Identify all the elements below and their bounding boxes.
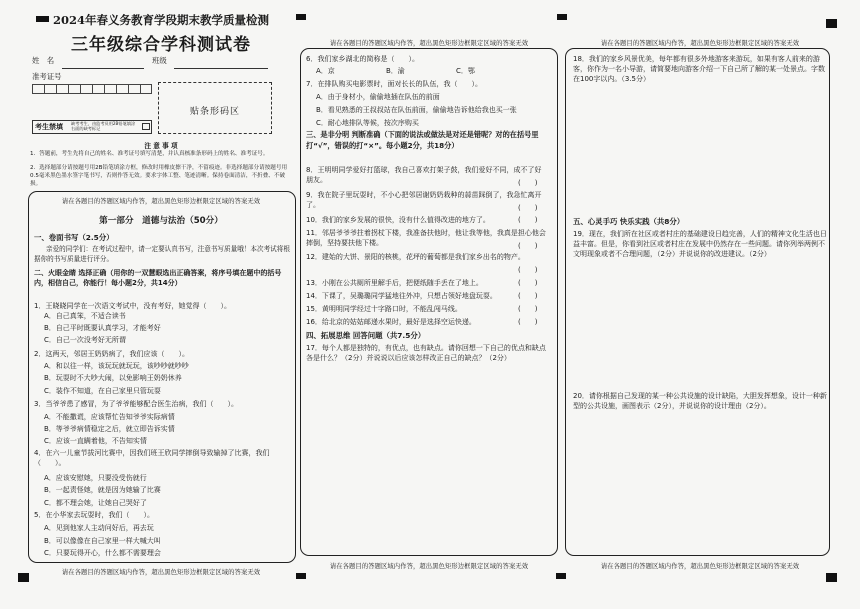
judge-13: 13．小刚在公共厕所里解手后，把便纸随手丢在了地上。 <box>306 279 483 287</box>
question-19: 19．现在，我们所在社区或者村庄的基础建设日趋完善，人们的精神文化生活也日益丰富。但是，你看到社区或者村庄在发展中仍然存在一些问题。请你列举两例不文明现象或者不合理问题，（2分）并说说你的改进建议。（2分） <box>573 230 827 259</box>
option-2a[interactable]: A．和以往一样，该玩玩就玩玩，该吵吵就吵吵 <box>44 362 189 370</box>
judge-16: 16．给北京的姑姑邮递水果时，最好是选择空运快递。 <box>306 318 476 326</box>
question-6: 6．我们家乡湖北的简称是（ ）。 <box>306 55 419 63</box>
sec5-title: 五、心灵手巧 快乐实践（共8分） <box>573 217 685 226</box>
question-17: 17．每个人都是独特的，有优点，也有缺点。请你回想一下自己的优点和缺点各是什么？（2分）并说说以后应该怎样改正自己的缺点？（2分） <box>306 344 546 363</box>
name-label: 姓 名 <box>32 56 55 65</box>
option-4b[interactable]: B．一起责怪她，就是因为她输了比赛 <box>44 486 161 494</box>
sec1-text: 亲爱的同学们：在考试过程中，请一定要认真书写，注意书写质量哦！本次考试将根据你的书写质量进行评分。 <box>34 245 290 264</box>
frame-warning-bottom: 请在各题目的答题区域内作答，超出黑色矩形边框限定区域的答案无效 <box>61 569 261 576</box>
answer-area-17[interactable] <box>306 370 550 550</box>
judge-14: 14．下课了，吴璐璐同学猛地往外冲，只想占领好地盘玩耍。 <box>306 292 497 300</box>
sec4-title: 四、拓展思维 回答问题（共7.5分） <box>306 331 426 340</box>
option-5b[interactable]: B．可以像像在自己家里一样大喊大叫 <box>44 537 161 545</box>
part1-title: 第一部分 道德与法治（50分） <box>99 216 223 226</box>
question-20: 20．请你根据自己发现的某一种公共设施的设计缺陷，大胆发挥想象，设计一种新型的公共设施，画图表示（2分），并说说你的设计理由（2分）。 <box>573 392 827 411</box>
notes-title: 注 意 事 项 <box>144 142 178 150</box>
answer-bracket-11[interactable]: ( ) <box>518 242 538 250</box>
answer-area-18[interactable] <box>573 92 827 210</box>
option-3c[interactable]: C．应该一直瞒着他，不告知实情 <box>44 437 147 445</box>
question-7: 7．在排队购买电影票时，面对长长的队伍，我（ ）。 <box>306 80 482 88</box>
column-right <box>565 10 835 604</box>
option-6b[interactable]: B．渝 <box>386 67 405 75</box>
judge-9: 9．我在院子里玩耍时，不小心把邻居谢奶奶栽种的蒜苗踩倒了，我急忙离开了。 <box>306 191 542 210</box>
question-2: 2．这两天，邻居王奶奶病了，我们应该（ ）。 <box>34 350 189 358</box>
option-7c[interactable]: C．耐心地排队等候，按次序购买 <box>316 119 419 127</box>
question-4: 4．在六一儿童节拔河比赛中，因我们班王欣同学摔倒导致输掉了比赛，我们（ ）。 <box>34 449 270 468</box>
answer-bracket-14[interactable]: ( ) <box>518 292 538 300</box>
option-4c[interactable]: C．都不理会她，让她自己哭好了 <box>44 499 147 507</box>
frame-warning-top: 请在各题目的答题区域内作答，超出黑色矩形边框限定区域的答案无效 <box>329 40 529 47</box>
answer-bracket-13[interactable]: ( ) <box>518 279 538 287</box>
judge-12: 12．建始的大饼、景阳的核桃，花坪的葡萄都是我们家乡出名的物产。 <box>306 253 525 261</box>
judge-8: 8．王明明同学爱好打篮球，我自己喜欢打架子鼓，我们爱好不同，成不了好朋友。 <box>306 166 542 185</box>
subject-title: 三年级综合学科测试卷 <box>71 35 251 55</box>
question-18: 18．我们的家乡风景优美，每年都有很多外地游客来游玩，如果有客人前来的游客，你作为一名小导游，请简要地向游客介绍一下自己所了解的某一处景点。字数在100字以内。（3.5分） <box>573 55 825 84</box>
sec2-title: 二、火眼金睛 选择正确（用你的一双慧眼选出正确答案，将序号填在题中的括号内，相信自己，你能行！每小题2分，共14分） <box>34 269 282 288</box>
class-label: 班级 <box>152 56 167 65</box>
option-5a[interactable]: A．见到他家人主动问好后，再去玩 <box>44 524 154 532</box>
answer-bracket-15[interactable]: ( ) <box>518 305 538 313</box>
forbidden-note: 缺考考生，由监考员用2B铅笔填涂右面的缺考标记 <box>71 121 136 131</box>
option-7a[interactable]: A．由于身材小，偷偷地插在队伍的前面 <box>316 93 440 101</box>
name-input[interactable] <box>62 68 144 69</box>
exam-title: 2024年春义务教育学段期末教学质量检测 <box>52 13 269 27</box>
answer-bracket-8[interactable]: ( ) <box>518 179 538 187</box>
option-1c[interactable]: C．自己一次没考好无所谓 <box>44 336 126 344</box>
question-3: 3．当爷爷患了感冒，为了爷爷能够配合医生治病，我们（ ）。 <box>34 400 238 408</box>
class-input[interactable] <box>174 68 268 69</box>
notes-item-1: 1．答题前，考生先将自己的姓名、准考证号填写清楚，并认真核准条形码上的姓名、准考证号。 <box>30 151 269 157</box>
ticket-label: 准考证号 <box>32 72 62 81</box>
option-6a[interactable]: A．京 <box>316 67 335 75</box>
answer-bracket-9[interactable]: ( ) <box>518 204 538 212</box>
option-1b[interactable]: B．自己平时既要认真学习，才能考好 <box>44 324 161 332</box>
question-5: 5．在小华家去玩耍时，我们（ ）。 <box>34 511 154 519</box>
option-5c[interactable]: C．只要玩得开心，什么都不需要理会 <box>44 549 161 557</box>
option-3a[interactable]: A．不能撒谎，应该帮忙告知爷爷实际病情 <box>44 413 175 421</box>
option-6c[interactable]: C．鄂 <box>456 67 475 75</box>
answer-bracket-10[interactable]: ( ) <box>518 216 538 224</box>
answer-area-20[interactable] <box>573 416 827 550</box>
question-1: 1．王晓晓同学在一次语文考试中，没有考好，她觉得（ ）。 <box>34 302 231 310</box>
judge-10: 10．我们的家乡发展的很快，没有什么值得改进的地方了。 <box>306 216 490 224</box>
judge-11: 11．邻居爷爷爷拄着拐杖下楼，我准备扶他时，他让我等他，我真是担心他会摔倒，坚持要扶他下楼。 <box>306 229 546 248</box>
answer-bracket-12[interactable]: ( ) <box>518 266 538 274</box>
frame-warning-top: 请在各题目的答题区域内作答，超出黑色矩形边框限定区域的答案无效 <box>600 40 800 47</box>
frame-warning-bottom: 请在各题目的答题区域内作答，超出黑色矩形边框限定区域的答案无效 <box>600 563 800 570</box>
barcode-label: 贴条形码区 <box>189 107 240 117</box>
frame-warning-bottom: 请在各题目的答题区域内作答，超出黑色矩形边框限定区域的答案无效 <box>329 563 529 570</box>
column-middle <box>300 10 558 604</box>
option-2b[interactable]: B．玩耍时不大吵大闹，以免影响王奶奶休养 <box>44 374 182 382</box>
sec3-title: 三、是非分明 判断准确（下面的说法或做法是对还是错呢？对的在括号里打“√”，错误的打“×”。每小题2分，共18分） <box>306 130 539 150</box>
absent-checkbox[interactable] <box>142 123 150 130</box>
judge-15: 15．黄明明同学经过十字路口时，不能乱闯马线。 <box>306 305 462 313</box>
notes-item-2: 2．选择题部分请按题号用2B铅笔填涂方框，修改时用橡皮擦干净，不留痕迹。非选择题部分请按题号用0.5毫米黑色墨水签字笔书写，否则作答无效。要求字体工整、笔迹清晰。保持卷面清洁，不折叠、不破损。 <box>30 165 288 187</box>
option-1a[interactable]: A．自己真笨，不适合读书 <box>44 312 126 320</box>
option-3b[interactable]: B．等爷爷病情稳定之后，就立即告诉实情 <box>44 425 175 433</box>
option-2c[interactable]: C．装作不知道，在自己家里只管玩耍 <box>44 387 161 395</box>
column-left <box>26 10 296 604</box>
sec1-title: 一、卷面书写（2.5分） <box>34 233 114 242</box>
ticket-number-grid[interactable] <box>32 84 152 94</box>
answer-area-19[interactable] <box>573 272 827 387</box>
option-7b[interactable]: B．看见熟悉的王叔叔站在队伍前面，偷偷地告诉他给我也买一张 <box>316 106 517 114</box>
frame-warning-top: 请在各题目的答题区域内作答，超出黑色矩形边框限定区域的答案无效 <box>61 198 261 205</box>
option-4a[interactable]: A．应该安慰她，只要没受伤就行 <box>44 474 147 482</box>
answer-bracket-16[interactable]: ( ) <box>518 318 538 326</box>
forbidden-label: 考生禁填 <box>35 123 63 131</box>
